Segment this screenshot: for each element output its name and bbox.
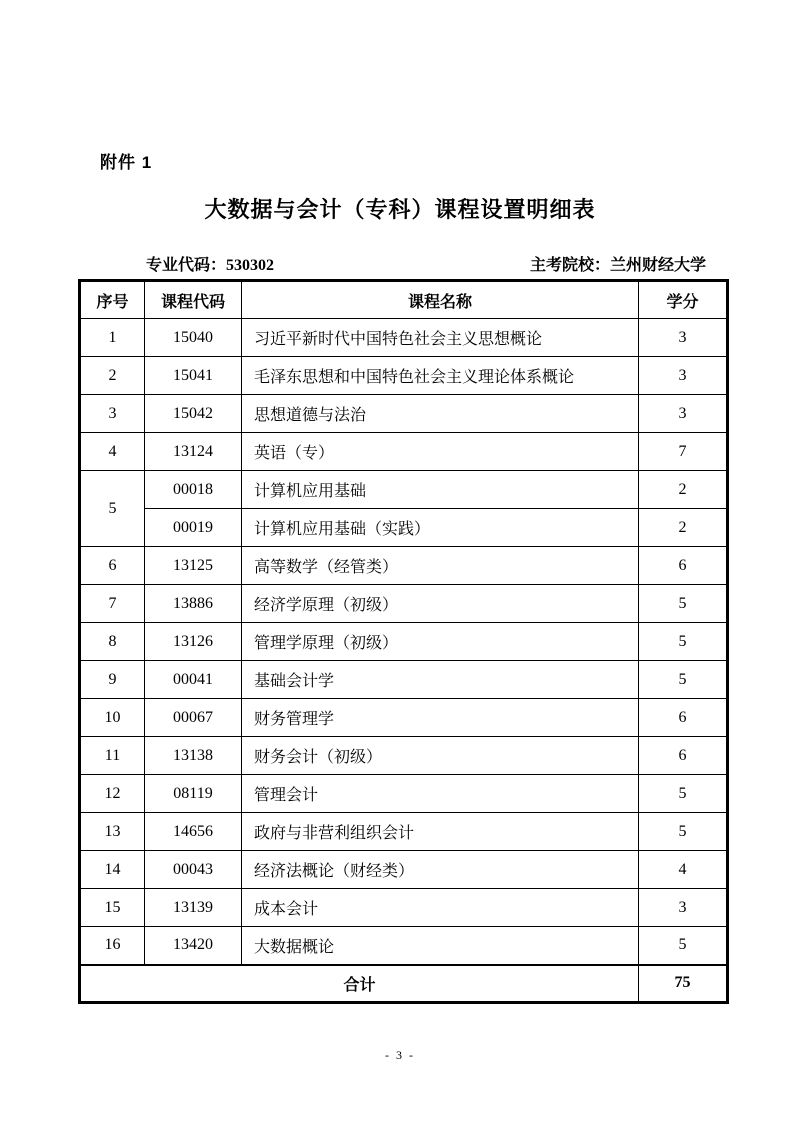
cell-no: 8 [80, 623, 145, 661]
cell-name: 英语（专） [242, 433, 639, 471]
cell-credits: 6 [639, 737, 728, 775]
cell-name: 经济法概论（财经类） [242, 851, 639, 889]
cell-no: 12 [80, 775, 145, 813]
cell-credits: 6 [639, 699, 728, 737]
cell-name: 计算机应用基础 [242, 471, 639, 509]
cell-code: 00067 [145, 699, 242, 737]
total-label: 合计 [80, 965, 639, 1003]
cell-credits: 5 [639, 775, 728, 813]
table-row [80, 623, 728, 661]
cell-no: 10 [80, 699, 145, 737]
table-row [80, 433, 728, 471]
cell-no: 13 [80, 813, 145, 851]
cell-no: 11 [80, 737, 145, 775]
total-credits: 75 [639, 965, 728, 1003]
cell-code: 00018 [145, 471, 242, 509]
cell-name: 思想道德与法治 [242, 395, 639, 433]
table-row [80, 851, 728, 889]
table-row [80, 395, 728, 433]
cell-name: 财务管理学 [242, 699, 639, 737]
header-code: 课程代码 [145, 281, 242, 319]
cell-name: 毛泽东思想和中国特色社会主义理论体系概论 [242, 357, 639, 395]
page-number: - 3 - [385, 1048, 415, 1062]
cell-code: 13124 [145, 433, 242, 471]
cell-code: 00043 [145, 851, 242, 889]
cell-name: 管理学原理（初级） [242, 623, 639, 661]
cell-code: 00019 [145, 509, 242, 547]
cell-no: 4 [80, 433, 145, 471]
major-code-value: 530302 [226, 257, 275, 274]
cell-credits: 3 [639, 889, 728, 927]
cell-credits: 2 [639, 471, 728, 509]
cell-credits: 5 [639, 623, 728, 661]
cell-credits: 5 [639, 661, 728, 699]
examiner-value: 兰州财经大学 [609, 257, 706, 274]
cell-code: 13126 [145, 623, 242, 661]
cell-name: 习近平新时代中国特色社会主义思想概论 [242, 319, 639, 357]
table-row [80, 889, 728, 927]
examiner-school [530, 252, 706, 275]
table-row [80, 547, 728, 585]
cell-credits: 5 [639, 813, 728, 851]
courses-table [78, 279, 729, 1004]
cell-no: 9 [80, 661, 145, 699]
cell-code: 13138 [145, 737, 242, 775]
header-name: 课程名称 [242, 281, 639, 319]
page-title: 大数据与会计（专科）课程设置明细表 [204, 197, 596, 222]
cell-credits: 2 [639, 509, 728, 547]
cell-name: 计算机应用基础（实践） [242, 509, 639, 547]
table-row [80, 813, 728, 851]
cell-no: 3 [80, 395, 145, 433]
cell-no: 15 [80, 889, 145, 927]
cell-code: 08119 [145, 775, 242, 813]
cell-no: 6 [80, 547, 145, 585]
examiner-label: 主考院校： [529, 257, 610, 274]
cell-name: 大数据概论 [242, 927, 639, 965]
cell-code: 15042 [145, 395, 242, 433]
cell-credits: 3 [639, 395, 728, 433]
cell-credits: 7 [639, 433, 728, 471]
cell-name: 高等数学（经管类） [242, 547, 639, 585]
cell-no: 16 [80, 927, 145, 965]
cell-name: 成本会计 [242, 889, 639, 927]
cell-code: 14656 [145, 813, 242, 851]
table-row [80, 661, 728, 699]
table-row [80, 585, 728, 623]
cell-code: 13886 [145, 585, 242, 623]
table-row [80, 775, 728, 813]
cell-code: 15040 [145, 319, 242, 357]
table-row [80, 471, 728, 509]
cell-no: 2 [80, 357, 145, 395]
cell-code: 13420 [145, 927, 242, 965]
table-row [80, 699, 728, 737]
cell-no-merged: 5 [80, 471, 145, 547]
info-row [78, 252, 726, 275]
cell-code: 15041 [145, 357, 242, 395]
cell-no: 1 [80, 319, 145, 357]
cell-name: 管理会计 [242, 775, 639, 813]
table-header-row [80, 281, 728, 319]
table-row [80, 357, 728, 395]
cell-name: 基础会计学 [242, 661, 639, 699]
cell-credits: 6 [639, 547, 728, 585]
cell-code: 00041 [145, 661, 242, 699]
cell-credits: 5 [639, 927, 728, 965]
cell-no: 14 [80, 851, 145, 889]
cell-code: 13139 [145, 889, 242, 927]
attachment-label: 附件 1 [100, 153, 153, 172]
total-row [80, 965, 728, 1003]
cell-credits: 4 [639, 851, 728, 889]
major-code [146, 252, 274, 275]
cell-code: 13125 [145, 547, 242, 585]
cell-name: 经济学原理（初级） [242, 585, 639, 623]
cell-credits: 3 [639, 319, 728, 357]
table-row [80, 927, 728, 965]
cell-name: 政府与非营利组织会计 [242, 813, 639, 851]
cell-no: 7 [80, 585, 145, 623]
cell-name: 财务会计（初级） [242, 737, 639, 775]
major-code-label: 专业代码： [146, 257, 227, 274]
table-row [80, 737, 728, 775]
table-row [80, 509, 728, 547]
header-no: 序号 [80, 281, 145, 319]
header-credits: 学分 [639, 281, 728, 319]
cell-credits: 3 [639, 357, 728, 395]
table-row [80, 319, 728, 357]
cell-credits: 5 [639, 585, 728, 623]
